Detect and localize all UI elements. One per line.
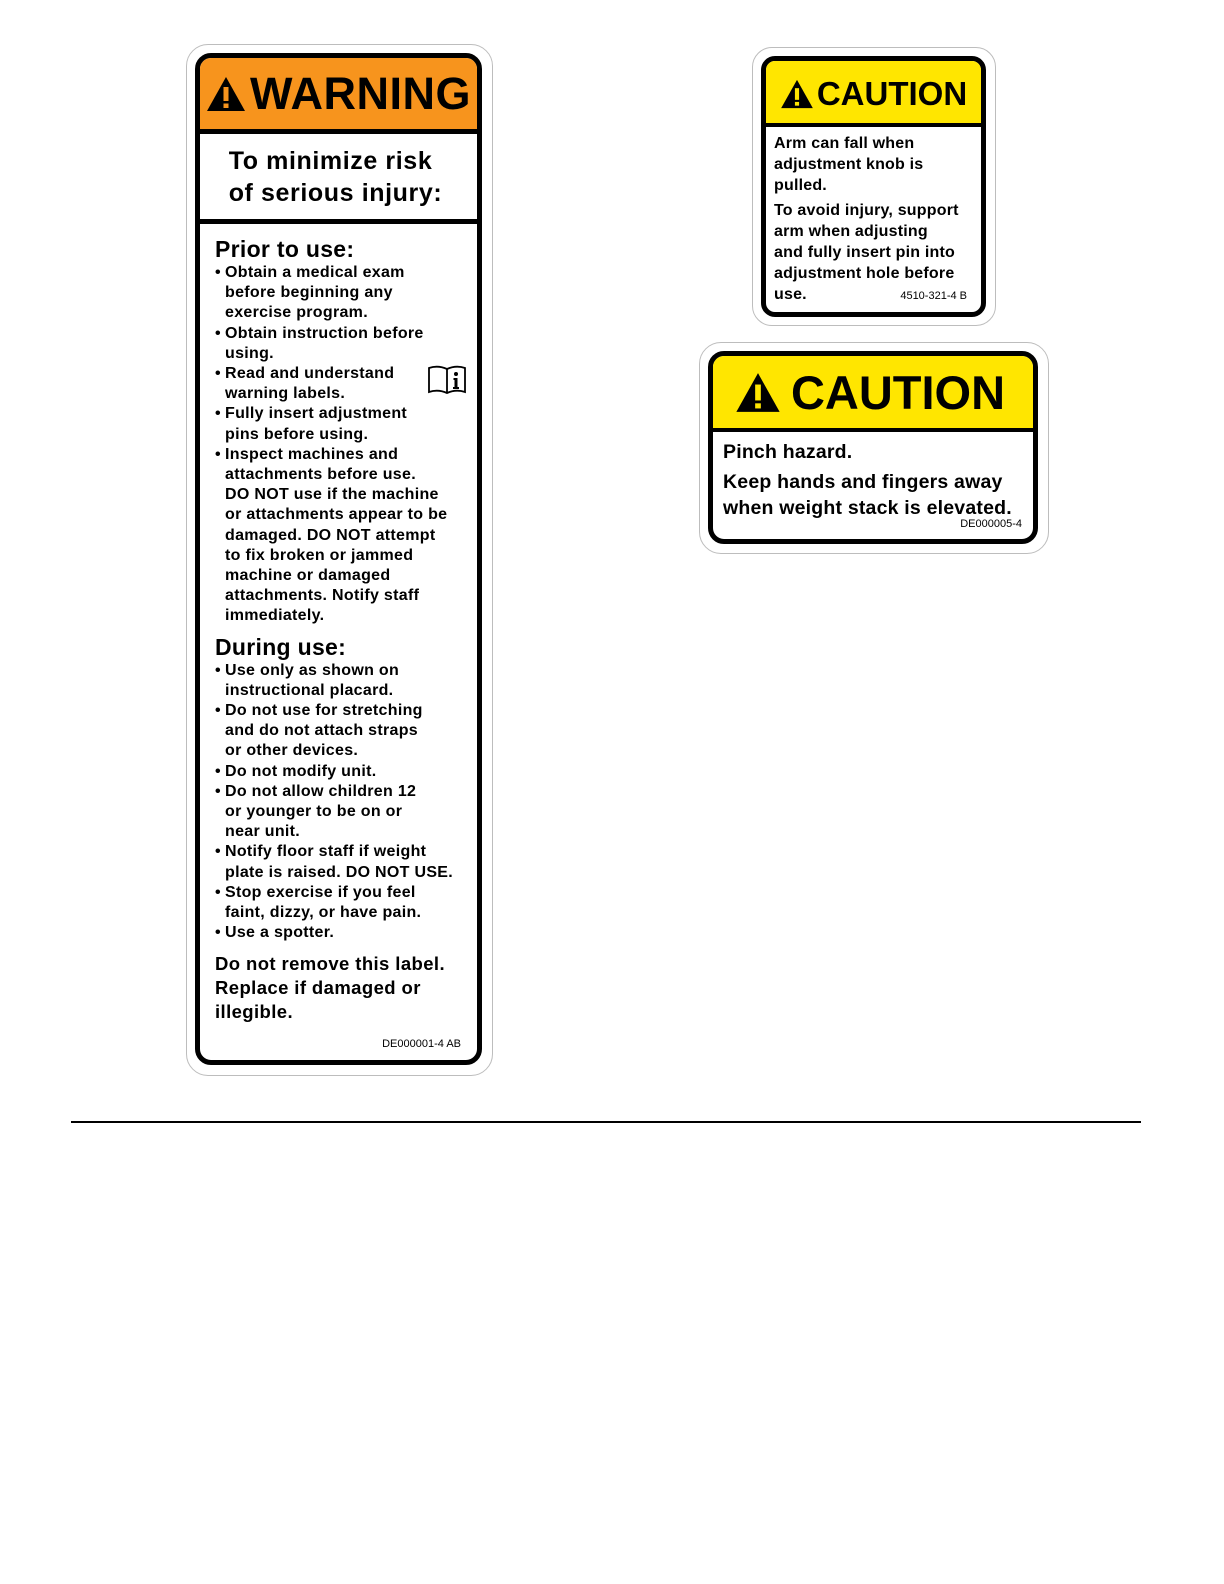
bullet-line: immediately.	[225, 607, 325, 625]
caution-1-line: and fully insert pin into	[774, 244, 955, 261]
warning-footer-line: illegible.	[215, 1000, 294, 1022]
bullet-item	[215, 762, 477, 782]
warning-header-text: WARNING	[250, 67, 471, 119]
bullet-line: pins before using.	[225, 425, 369, 443]
bullet-dot: •	[215, 661, 221, 679]
bullet-line: Do not use for stretching	[225, 702, 423, 720]
warning-subtitle-line2: of serious injury:	[228, 178, 443, 207]
caution-label-2	[708, 351, 1038, 544]
caution-1-line: use.	[774, 286, 807, 303]
warning-label	[195, 53, 482, 1065]
bullet-text	[225, 404, 477, 444]
bullet-line: DO NOT use if the machine	[225, 486, 439, 504]
caution-1-header	[766, 61, 981, 127]
prior-to-use-heading: Prior to use:	[215, 236, 355, 262]
caution-label-1	[761, 56, 986, 317]
bullet-line: attachments before use.	[225, 466, 416, 484]
bullet-dot: •	[215, 445, 221, 463]
bullet-item	[215, 842, 477, 882]
warning-body	[200, 224, 477, 1024]
bullet-dot: •	[215, 264, 221, 281]
during-use-heading: During use:	[215, 633, 347, 660]
warning-triangle-icon	[206, 76, 246, 112]
bullet-item	[215, 404, 477, 444]
caution-1-body	[766, 127, 981, 305]
bullet-text	[225, 883, 477, 923]
bullet-text	[225, 324, 477, 364]
bullet-line: Obtain instruction before	[225, 324, 424, 342]
bullet-text	[225, 661, 477, 701]
bullet-line: attachments. Notify staff	[225, 587, 420, 605]
caution-1-line: Arm can fall when	[774, 135, 915, 152]
bullet-line: exercise program.	[225, 304, 368, 322]
warning-triangle-icon	[780, 79, 814, 109]
bullet-line: to fix broken or jammed	[225, 546, 414, 564]
warning-triangle-icon	[735, 372, 781, 413]
bullet-line: using.	[225, 344, 274, 362]
bullet-item	[215, 701, 477, 762]
bullet-dot: •	[215, 762, 221, 780]
bullet-dot: •	[215, 702, 221, 720]
caution-2-header	[713, 356, 1033, 432]
bullet-line: plate is raised. DO NOT USE.	[225, 863, 454, 881]
bullet-item	[215, 782, 477, 843]
bullet-line: Read and understand	[225, 365, 395, 383]
caution-1-header-text: CAUTION	[816, 75, 968, 112]
bullet-text	[225, 701, 477, 762]
caution-1-line: adjustment knob is	[774, 156, 924, 173]
caution-1-line: pulled.	[774, 177, 827, 194]
bullet-line: or other devices.	[225, 742, 359, 760]
bullet-text	[225, 445, 477, 627]
bullet-line: before beginning any	[225, 284, 393, 302]
bullet-text	[225, 762, 477, 782]
caution-1-line: arm when adjusting	[774, 223, 928, 240]
bullet-dot: •	[215, 782, 221, 800]
bullet-item	[215, 445, 477, 627]
warning-subtitle-line1: To minimize risk	[228, 146, 433, 175]
warning-footer-line: Do not remove this label.	[215, 952, 445, 974]
bullet-line: near unit.	[225, 823, 301, 841]
bullet-line: Inspect machines and	[225, 445, 399, 463]
bullet-line: Do not modify unit.	[225, 762, 377, 780]
bullet-text	[225, 842, 477, 882]
warning-header	[200, 58, 477, 134]
bullet-line: Obtain a medical exam	[225, 264, 405, 281]
bullet-item	[215, 324, 477, 364]
caution-2-line: when weight stack is elevated.	[723, 497, 1012, 519]
manual-info-icon	[428, 364, 466, 394]
bullet-line: faint, dizzy, or have pain.	[225, 904, 422, 922]
bullet-dot: •	[215, 324, 221, 342]
warning-label-code: DE000001-4 AB	[382, 1038, 461, 1050]
bullet-dot: •	[215, 843, 221, 861]
bullet-text	[225, 263, 477, 324]
bullet-line: machine or damaged	[225, 567, 391, 585]
caution-1-line: adjustment hole before	[774, 265, 955, 282]
bullet-line: Use only as shown on	[225, 661, 400, 679]
caution-1-code: 4510-321-4 B	[900, 290, 967, 302]
bullet-item	[215, 883, 477, 923]
horizontal-rule	[71, 1121, 1141, 1123]
warning-footer-line: Replace if damaged or	[215, 976, 421, 998]
bullet-dot: •	[215, 365, 221, 383]
warning-footer	[215, 952, 477, 1024]
caution-2-header-text: CAUTION	[790, 365, 1006, 419]
bullet-line: damaged. DO NOT attempt	[225, 526, 436, 544]
bullet-line: Do not allow children 12	[225, 782, 417, 800]
bullet-text	[225, 782, 477, 843]
warning-subtitle	[200, 134, 477, 224]
bullet-line: instructional placard.	[225, 681, 394, 699]
bullet-line: or attachments appear to be	[225, 506, 448, 524]
bullet-dot: •	[215, 883, 221, 901]
bullet-line: and do not attach straps	[225, 722, 418, 740]
bullet-line: Stop exercise if you feel	[225, 883, 416, 901]
caution-2-body	[713, 432, 1033, 521]
caution-1-line: To avoid injury, support	[774, 202, 959, 219]
caution-2-line: Pinch hazard.	[723, 441, 853, 463]
bullet-item	[215, 263, 477, 324]
bullet-line: Fully insert adjustment	[225, 405, 408, 423]
bullet-line: or younger to be on or	[225, 803, 403, 821]
bullet-item	[215, 661, 477, 701]
caution-2-line: Keep hands and fingers away	[723, 471, 1003, 493]
bullet-text	[225, 923, 477, 943]
bullet-dot: •	[215, 924, 221, 942]
bullet-line: Notify floor staff if weight	[225, 843, 427, 861]
bullet-item	[215, 923, 477, 943]
bullet-line: warning labels.	[225, 385, 346, 403]
bullet-dot: •	[215, 405, 221, 423]
prior-to-use-list	[215, 263, 477, 627]
during-use-list	[215, 661, 477, 944]
bullet-line: Use a spotter.	[225, 924, 335, 942]
caution-2-code: DE000005-4	[960, 518, 1022, 530]
